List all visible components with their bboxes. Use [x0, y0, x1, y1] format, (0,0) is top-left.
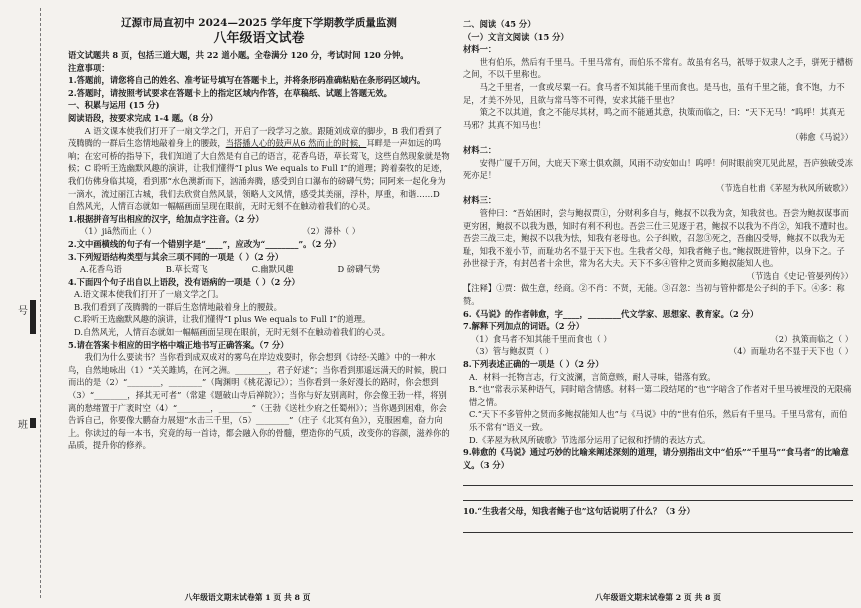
question-3-option-b: B.草长莺飞: [165, 264, 208, 275]
question-5-text: 我们为什么要读书？当你看到成双成对的雾鸟在岸边戏耍时，你会想到《诗经·关雎》中的一种水鸟，自然地咏出（1）“关关雎鸠，在河之洲。________，君子好逑”；当你看到那遥远满天的时候，脱口而出的是（2）“________，________”（陶渊明《桃花源记》）；当你看到一条好漫长的路时，你会想到（3）“________，择其无可者”（常建《题破山寺后禅院》）；当你与好友别离时，你会像王勃一样，将别离的愁绪置于广袤时空（4）“________，________”（王勃《送杜少府之任蜀州》）；当你遇到困难，你会告诉自己，你要像大鹏奋力展翅“水击三千里，（5）________”（庄子《北冥有鱼》），克服困难，奋力向上。你读过的每一本书，究竟的每一首诗，都会融入你的骨髓，塑造你的气质，改变你的容颜，滋养你的品质，提升你的修养。: [68, 352, 450, 451]
question-8-option-d: D.《茅屋为秋风所破歌》节选部分运用了记叙和抒情的表达方式。: [469, 434, 711, 445]
reading-instruction: 阅读语段，按要求完成 1-4 题。（8 分）: [68, 112, 218, 123]
binding-mark: [30, 300, 36, 334]
classical-reading-heading: （一）文言文阅读（15 分）: [463, 31, 569, 42]
annotation: 【注释】①贾：做生意，经商。②不肖：不贤，无能。③召忽：当初与管仲都是公子纠的手下。④多：称赞。: [463, 283, 845, 307]
question-7: 7.解释下列加点的词语。（2 分）: [463, 321, 585, 332]
passage-part-a: A 语文课本使我们打开了一扇文学之门，开启了一段学习之旅。跟随刘成章的脚步，B 我们看到了茂腾腾的一群后生恣情地敲着身上的腰鼓，: [68, 125, 443, 149]
binding-margin: [4, 0, 48, 608]
passage-underlined-sentence: 当搭播人心的鼓声从6 然而止的时候，: [225, 138, 367, 149]
question-8-option-b: B.“也”常表示某种语气，同时暗含情感。材料一第二段结尾的“也”字暗含了作者对千里马被埋没的无限痛惜之情。: [469, 384, 852, 407]
question-10: 10.“生我者父母，知我者鲍子也”这句话说明了什么？（3 分）: [463, 506, 695, 517]
binding-mark: [30, 418, 36, 428]
material-2-heading: 材料二：: [463, 144, 497, 155]
material-3-source: （节选自《史记·管晏列传》）: [746, 270, 853, 281]
binding-dashed-line: [40, 8, 41, 598]
material-2-source: （节选自杜甫《茅屋为秋风所破歌》）: [716, 182, 853, 193]
material-2-paragraph: 安得广厦千万间，大庇天下寒士俱欢颜，风雨不动安如山！呜呼！何时眼前突兀见此屋，吾庐独破受冻死亦足！: [463, 157, 853, 181]
material-1-paragraph-2: 马之千里者，一食或尽粟一石。食马者不知其能千里而食也。是马也，虽有千里之能，食不饱，力不足，才美不外见，且欲与常马等不可得，安求其能千里也？: [463, 81, 845, 105]
question-5: 5.请在答案卡相应的田字格中端正地书写正确答案。（7 分）: [68, 339, 289, 350]
material-1-heading: 材料一：: [463, 44, 497, 55]
question-7-item-4: （4）而耻功名不显于天下也（ ）: [728, 346, 853, 357]
question-8-option-a: A．材料一托物言志，行文波澜，言简意赅，耐人寻味，错落有致。: [469, 371, 716, 382]
question-1-item-1: （1）jiā然而止（ ）: [80, 226, 157, 237]
question-9: 9.韩愈的《马说》通过巧妙的比喻来阐述深刻的道理，请分别指出文中“伯乐”“千里马”“食马者”的比喻意义。（3 分）: [463, 447, 849, 470]
question-2: 2.文中画横线的句子有一个错别字是“____”，应改为“________”。（2 分）: [68, 238, 341, 249]
question-7-item-1: （1）食马者不知其能千里而食也（ ）: [471, 333, 612, 344]
exam-intro: 语文试题共 8 页，包括三道大题，共 22 道小题。全卷满分 120 分，考试时间 120 分钟。: [68, 50, 409, 60]
page-1-content: [68, 16, 450, 452]
question-7-row-1: [471, 333, 853, 346]
question-7-item-2: （2）执策而临之（ ）: [770, 333, 853, 344]
question-8-option-c: C.“天下不多管仲之贤而多鲍叔能知人也”与《马说》中的“世有伯乐，然后有千里马。千里马常有，而伯乐不常有”语义一致。: [469, 409, 848, 432]
material-3-heading: 材料三：: [463, 195, 497, 206]
question-1-items: [80, 225, 360, 238]
question-7-row-2: [471, 345, 853, 358]
exam-school-title: 辽源市局直初中 2024—2025 学年度下学期教学质量监测: [121, 17, 397, 29]
page-2-content: [463, 18, 853, 533]
question-3-option-a: A.花香鸟语: [80, 264, 122, 275]
exam-title: 八年级语文试卷: [213, 31, 305, 46]
material-1-paragraph-3: 策之不以其道，食之不能尽其材，鸣之而不能通其意，执策而临之，曰：“天下无马！”呜呼！其真无马邪？其真不知马也！: [463, 107, 845, 130]
section-2-heading: 二、阅读（45 分）: [463, 19, 536, 29]
question-4-option-c: C.聆听王选幽默风趣的演讲，让我们懂得“I plus We equals to Full I”的道理。: [74, 314, 371, 325]
exam-page-2: [455, 0, 861, 608]
material-1-source: （韩愈《马说》）: [790, 132, 853, 143]
binding-label-class: 班: [18, 420, 28, 431]
question-3-option-c: C.幽默风趣: [251, 264, 294, 275]
question-3-options: [80, 263, 380, 276]
answer-line: [463, 477, 853, 486]
binding-label-number: 号: [18, 306, 28, 317]
question-4-option-a: A.语文课本使我们打开了一扇文学之门。: [74, 289, 224, 300]
note-1: 1.答题前，请您将自己的姓名、准考证号填写在答题卡上，并将条形码准确粘贴在条形码区域内。: [68, 75, 426, 86]
question-4-option-d: D.自然风光，人情百态就如一幅幅画面呈现在眼前，无时无刻不在触动着我们的心灵。: [74, 327, 390, 338]
page-1-footer: 八年级语文期末试卷第 1 页 共 8 页: [184, 593, 311, 602]
page-2-footer: 八年级语文期末试卷第 2 页 共 8 页: [595, 593, 721, 602]
question-3-option-d: D 磅礴气势: [337, 264, 380, 275]
question-3: 3.下列短语结构类型与其余三项不同的一项是（ ）（2 分）: [68, 251, 284, 262]
question-1-item-2: （2）滞朴（ ）: [302, 226, 360, 237]
section-1-heading: 一、积累与运用 (15 分): [68, 100, 160, 111]
passage-part-b: 耳畔是一声如远的鸣响；在宏可桥的指导下，我们知道了大自然是有自己的语言，花香鸟语，草长莺飞，这些自然现象就是物候；C 聆听王选幽默风趣的演讲，让我们懂得“I plus We equals to Full I”的道理；跨着秦牧的足迹，我们仿佛身临其境，看到那“水色澳新而下，汹涌奔腾，感受到自口瀑布的磅礴气势；同阿来一起化身为一滴水，流过丽江古城，我们去欣赏自然风景，领略人文风情，感受其美丽，浮朴，厚重，和谐……D 自然风光，人情百态就如一幅幅画面呈现在眼前，无时无刻不在触动着我们的心灵。: [68, 138, 450, 212]
question-4: 4.下面四个句子出自以上语段，没有语病的一项是（ ）（2 分）: [68, 276, 300, 287]
material-1-paragraph-1: 世有伯乐，然后有千里马。千里马常有，而伯乐不常有。故虽有名马，祇辱于奴隶人之手，骈死于槽枥之间，不以千里称也。: [463, 56, 853, 80]
question-8: 8.下列表述正确的一项是（ ）（2 分）: [463, 359, 604, 370]
notes-heading: 注意事项：: [68, 62, 110, 73]
answer-line: [463, 524, 853, 533]
answer-line: [463, 492, 853, 501]
question-7-item-3: （3）管与鲍叔贾（ ）: [471, 346, 554, 357]
material-3-paragraph: 管仲曰：“吾始困时，尝与鲍叔贾①，分财利多自与，鲍叔不以我为贪，知我贫也。吾尝为鲍叔谋事而更穷困，鲍叔不以我为愚，知时有利不利也。吾尝三仕三见逐于君，鲍叔不以我为不肖②，知我不遭时也。吾尝三战三走，鲍叔不以我为怯，知我有老母也。公子纠败，召忽③死之，吾幽囚受辱，鲍叔不以我为无耻，知我不羞小节，而耻功名不显于天下也。生我者父母，知我者鲍子也。”鲍叔既进管仲，以身下之。子孙世禄于齐，有封邑者十余世，常为名大夫。天下不多④管仲之贤而多鲍叔能知人也。: [463, 207, 853, 269]
passage-paragraph: [68, 125, 450, 213]
question-6: 6.《马说》的作者韩愈，字____，________代文学家、思想家、教育家。（2 分）: [463, 308, 759, 319]
note-2: 2.答题时，请按照考试要求在答题卡上的指定区域内作答，在草稿纸、试题上答题无效。: [68, 87, 392, 98]
question-4-option-b: B.我们看到了茂腾腾的一群后生恣情地敲着身上的腰鼓。: [74, 301, 282, 312]
question-1: 1.根据拼音写出相应的汉字，给加点字注音。（2 分）: [68, 213, 264, 224]
